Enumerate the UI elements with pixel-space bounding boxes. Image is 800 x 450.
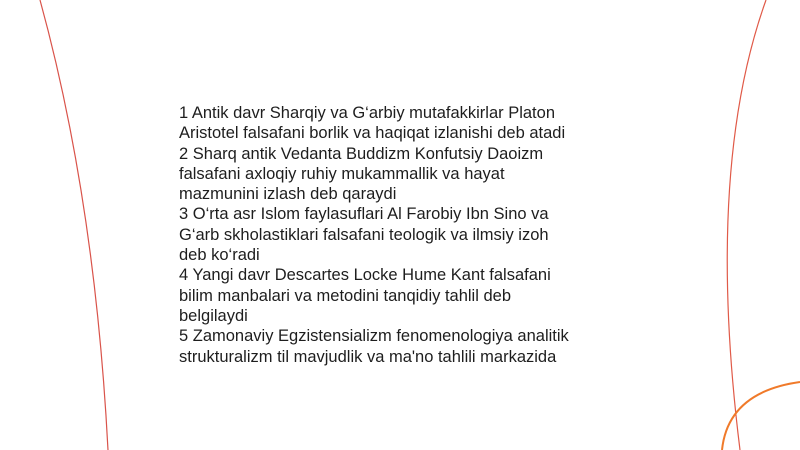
text-line-2: Aristotel falsafani borlik va haqiqat izlanishi deb atadi xyxy=(179,124,566,143)
text-line-6: 3 O‘rta asr Islom faylasuflari Al Farobiy Ibn Sino va xyxy=(179,205,549,224)
text-line-10: bilim manbalari va metodini tanqidiy tahlil deb xyxy=(179,286,512,305)
text-line-9: 4 Yangi davr Descartes Locke Hume Kant falsafani xyxy=(179,266,551,285)
text-line-7: G‘arb skholastiklari falsafani teologik va ilmsiy izoh xyxy=(179,225,549,244)
right-arc xyxy=(727,0,766,450)
text-line-3: 2 Sharq antik Vedanta Buddizm Konfutsiy Daoizm xyxy=(179,144,544,163)
text-line-5: mazmunini izlash deb qaraydi xyxy=(179,185,397,204)
text-line-11: belgilaydi xyxy=(179,306,248,325)
left-arc xyxy=(40,0,108,450)
text-line-4: falsafani axloqiy ruhiy mukammallik va hayat xyxy=(179,164,505,183)
slide-body-text xyxy=(179,103,639,367)
text-line-8: deb ko‘radi xyxy=(179,246,260,265)
text-line-12: 5 Zamonaviy Egzistensializm fenomenologiya analitik xyxy=(179,327,569,346)
text-line-1: 1 Antik davr Sharqiy va G‘arbiy mutafakkirlar Platon xyxy=(179,104,555,122)
text-line-13: strukturalizm til mavjudlik va ma'no tahlili markazida xyxy=(179,347,557,366)
